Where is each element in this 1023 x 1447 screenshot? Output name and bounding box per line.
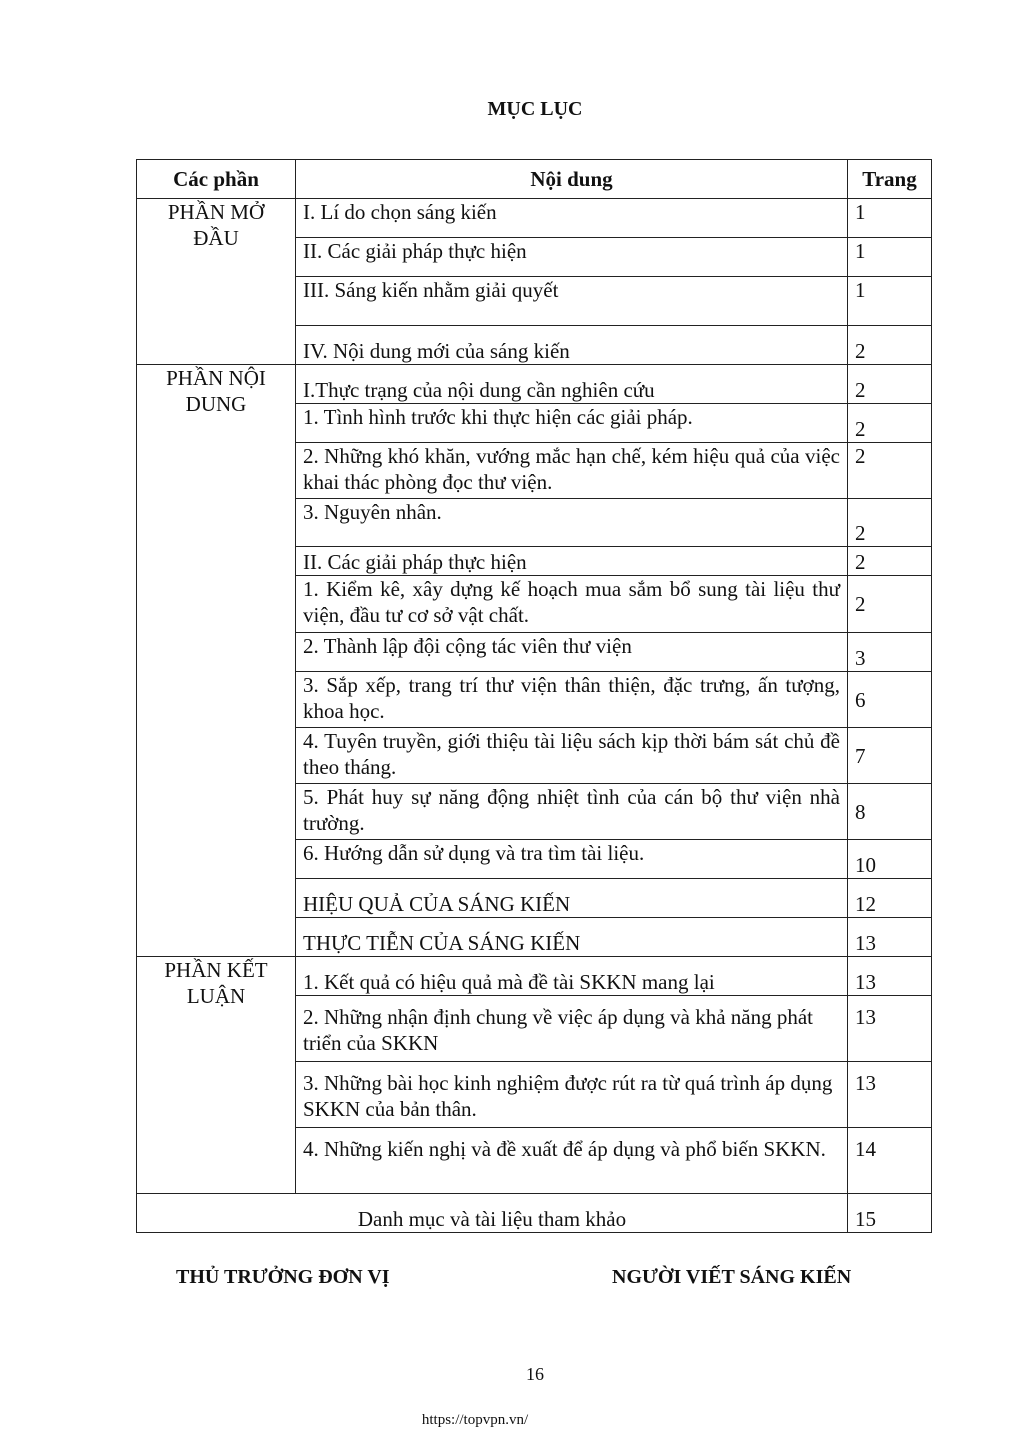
section-intro: PHẦN MỞ ĐẦU [137,199,296,365]
row-page: 6 [848,672,932,728]
row-text: 5. Phát huy sự năng động nhiệt tình của cán bộ thư viện nhà trường. [296,784,848,840]
row-text: 6. Hướng dẫn sử dụng và tra tìm tài liệu. [296,840,848,879]
row-page: 2 [848,576,932,633]
row-page: 8 [848,784,932,840]
row-page: 1 [848,199,932,238]
table-row [137,199,932,238]
signature-head-of-unit: THỦ TRƯỞNG ĐƠN VỊ [176,1266,390,1288]
row-text: 1. Kết quả có hiệu quả mà đề tài SKKN mang lại [296,957,848,996]
row-page: 2 [848,326,932,365]
references-row [137,1194,932,1233]
row-text: II. Các giải pháp thực hiện [296,547,848,576]
row-page: 14 [848,1128,932,1194]
row-text: II. Các giải pháp thực hiện [296,238,848,277]
row-text: I.Thực trạng của nội dung cần nghiên cứu [296,365,848,404]
table-header-row [137,160,932,199]
row-page: 13 [848,957,932,996]
page-title: MỤC LỤC [487,98,583,120]
row-text: I. Lí do chọn sáng kiến [296,199,848,238]
row-text: III. Sáng kiến nhằm giải quyết [296,277,848,326]
row-text: 2. Những nhận định chung về việc áp dụng và khả năng phát triển của SKKN [296,996,848,1062]
references-text: Danh mục và tài liệu tham khảo [137,1194,848,1233]
header-section: Các phần [137,160,296,199]
row-page: 13 [848,1062,932,1128]
row-text: 3. Những bài học kinh nghiệm được rút ra từ quá trình áp dụng SKKN của bản thân. [296,1062,848,1128]
row-page: 13 [848,996,932,1062]
row-page: 2 [848,443,932,499]
row-page: 2 [848,547,932,576]
source-url: https://topvpn.vn/ [421,1412,529,1428]
section-body: PHẦN NỘI DUNG [137,365,296,957]
row-page: 1 [848,277,932,326]
row-text: 2. Thành lập đội cộng tác viên thư viện [296,633,848,672]
row-page: 2 [848,365,932,404]
row-page: 7 [848,728,932,784]
row-text: 4. Những kiến nghị và đề xuất để áp dụng và phổ biến SKKN. [296,1128,848,1194]
table-of-contents [136,159,932,1233]
header-content: Nội dung [296,160,848,199]
row-page: 13 [848,918,932,957]
row-text: 1. Tình hình trước khi thực hiện các giải pháp. [296,404,848,443]
row-page: 10 [848,840,932,879]
row-text: 2. Những khó khăn, vướng mắc hạn chế, kém hiệu quả của việc khai thác phòng đọc thư viện. [296,443,848,499]
signature-author: NGƯỜI VIẾT SÁNG KIẾN [612,1266,852,1288]
row-page: 2 [848,404,932,443]
row-text: THỰC TIỄN CỦA SÁNG KIẾN [296,918,848,957]
row-text: 3. Nguyên nhân. [296,499,848,547]
row-page: 12 [848,879,932,918]
header-page: Trang [848,160,932,199]
table-row [137,365,932,404]
row-text: HIỆU QUẢ CỦA SÁNG KIẾN [296,879,848,918]
row-text: 1. Kiểm kê, xây dựng kế hoạch mua sắm bổ sung tài liệu thư viện, đầu tư cơ sở vật chất. [296,576,848,633]
row-text: 3. Sắp xếp, trang trí thư viện thân thiện, đặc trưng, ấn tượng, khoa học. [296,672,848,728]
row-page: 1 [848,238,932,277]
table-row [137,957,932,996]
section-conclusion: PHẦN KẾT LUẬN [137,957,296,1194]
row-text: IV. Nội dung mới của sáng kiến [296,326,848,365]
row-text: 4. Tuyên truyền, giới thiệu tài liệu sách kịp thời bám sát chủ đề theo tháng. [296,728,848,784]
row-page: 2 [848,499,932,547]
row-page: 3 [848,633,932,672]
page-number: 16 [526,1364,544,1384]
references-page: 15 [848,1194,932,1233]
